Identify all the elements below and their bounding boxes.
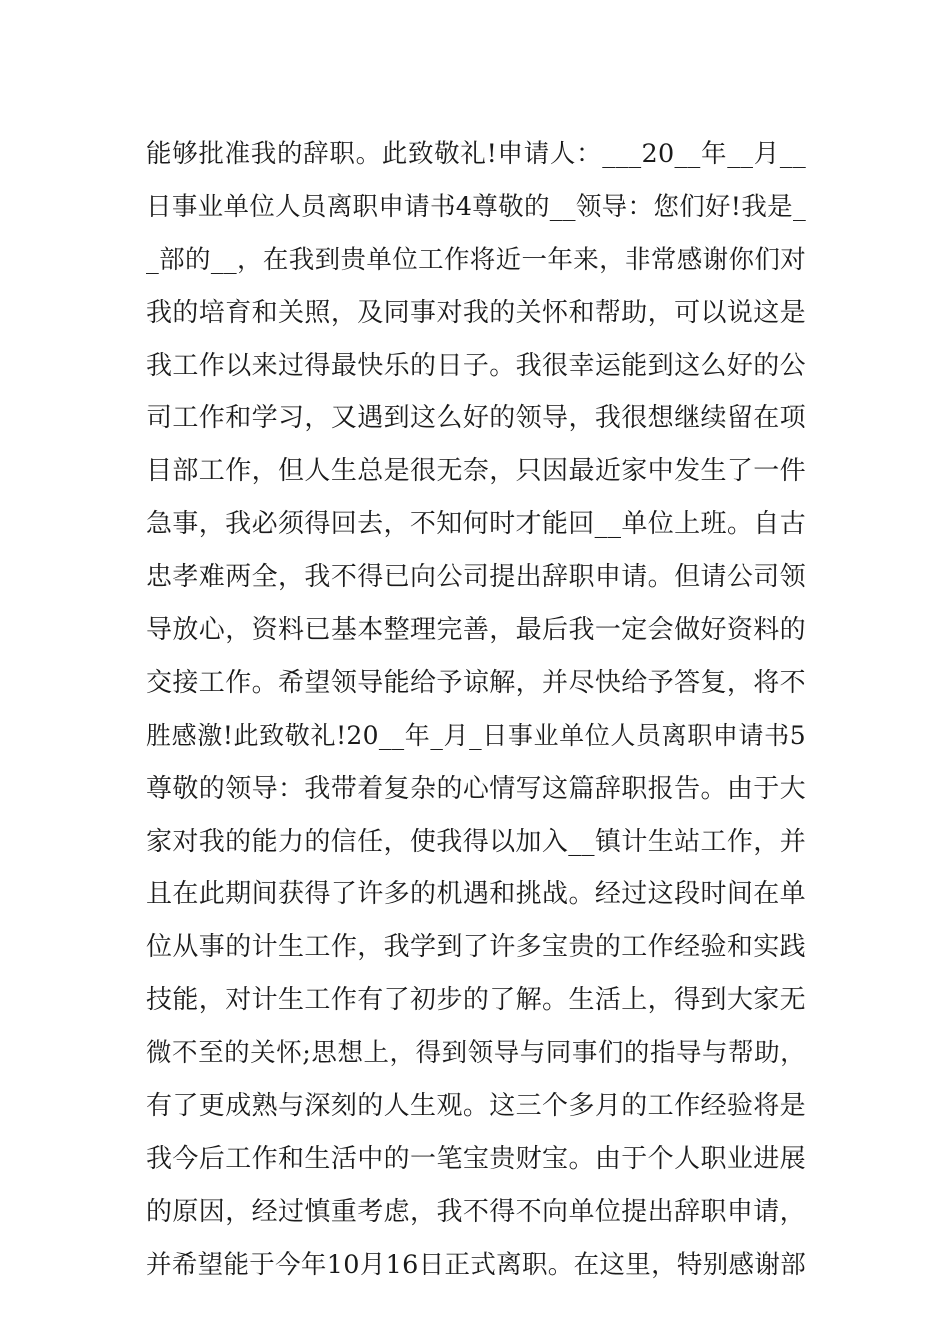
text-line-15: 且在此期间获得了许多的机遇和挑战。经过这段时间在单	[146, 879, 806, 910]
text-line-3: _部的__，在我到贵单位工作将近一年来，非常感谢你们对	[146, 244, 806, 275]
text-line-9: 忠孝难两全，我不得已向公司提出辞职申请。但请公司领	[146, 562, 806, 593]
text-line-6: 司工作和学习，又遇到这么好的领导，我很想继续留在项	[146, 403, 806, 434]
text-line-13: 尊敬的领导：我带着复杂的心情写这篇辞职报告。由于大	[146, 773, 806, 804]
text-line-18: 微不至的关怀;思想上，得到领导与同事们的指导与帮助，	[146, 1038, 806, 1069]
text-line-20: 我今后工作和生活中的一笔宝贵财宝。由于个人职业进展	[146, 1143, 806, 1174]
text-line-4: 我的培育和关照，及同事对我的关怀和帮助，可以说这是	[146, 297, 806, 328]
text-line-10: 导放心，资料已基本整理完善，最后我一定会做好资料的	[146, 615, 806, 646]
text-line-1: 能够批准我的辞职。此致敬礼!申请人：___20__年__月__	[146, 139, 806, 169]
text-line-12: 胜感激!此致敬礼!20__年_月_日事业单位人员离职申请书5	[146, 720, 806, 750]
text-line-19: 有了更成熟与深刻的人生观。这三个多月的工作经验将是	[146, 1091, 806, 1122]
text-line-17: 技能，对计生工作有了初步的了解。生活上，得到大家无	[146, 985, 806, 1016]
text-line-21: 的原因，经过慎重考虑，我不得不向单位提出辞职申请，	[146, 1196, 806, 1227]
text-line-11: 交接工作。希望领导能给予谅解，并尽快给予答复，将不	[146, 667, 806, 698]
text-line-14: 家对我的能力的信任，使我得以加入__镇计生站工作，并	[146, 826, 806, 857]
text-line-22: 并希望能于今年10月16日正式离职。在这里，特别感谢部	[146, 1249, 806, 1280]
text-line-7: 目部工作，但人生总是很无奈，只因最近家中发生了一件	[146, 456, 806, 487]
text-line-16: 位从事的计生工作，我学到了许多宝贵的工作经验和实践	[146, 932, 806, 963]
text-line-2: 日事业单位人员离职申请书4尊敬的__领导：您们好!我是_	[146, 191, 806, 222]
text-line-5: 我工作以来过得最快乐的日子。我很幸运能到这么好的公	[146, 350, 806, 381]
body-text	[146, 128, 806, 1292]
text-line-8: 急事，我必须得回去，不知何时才能回__单位上班。自古	[146, 509, 806, 540]
